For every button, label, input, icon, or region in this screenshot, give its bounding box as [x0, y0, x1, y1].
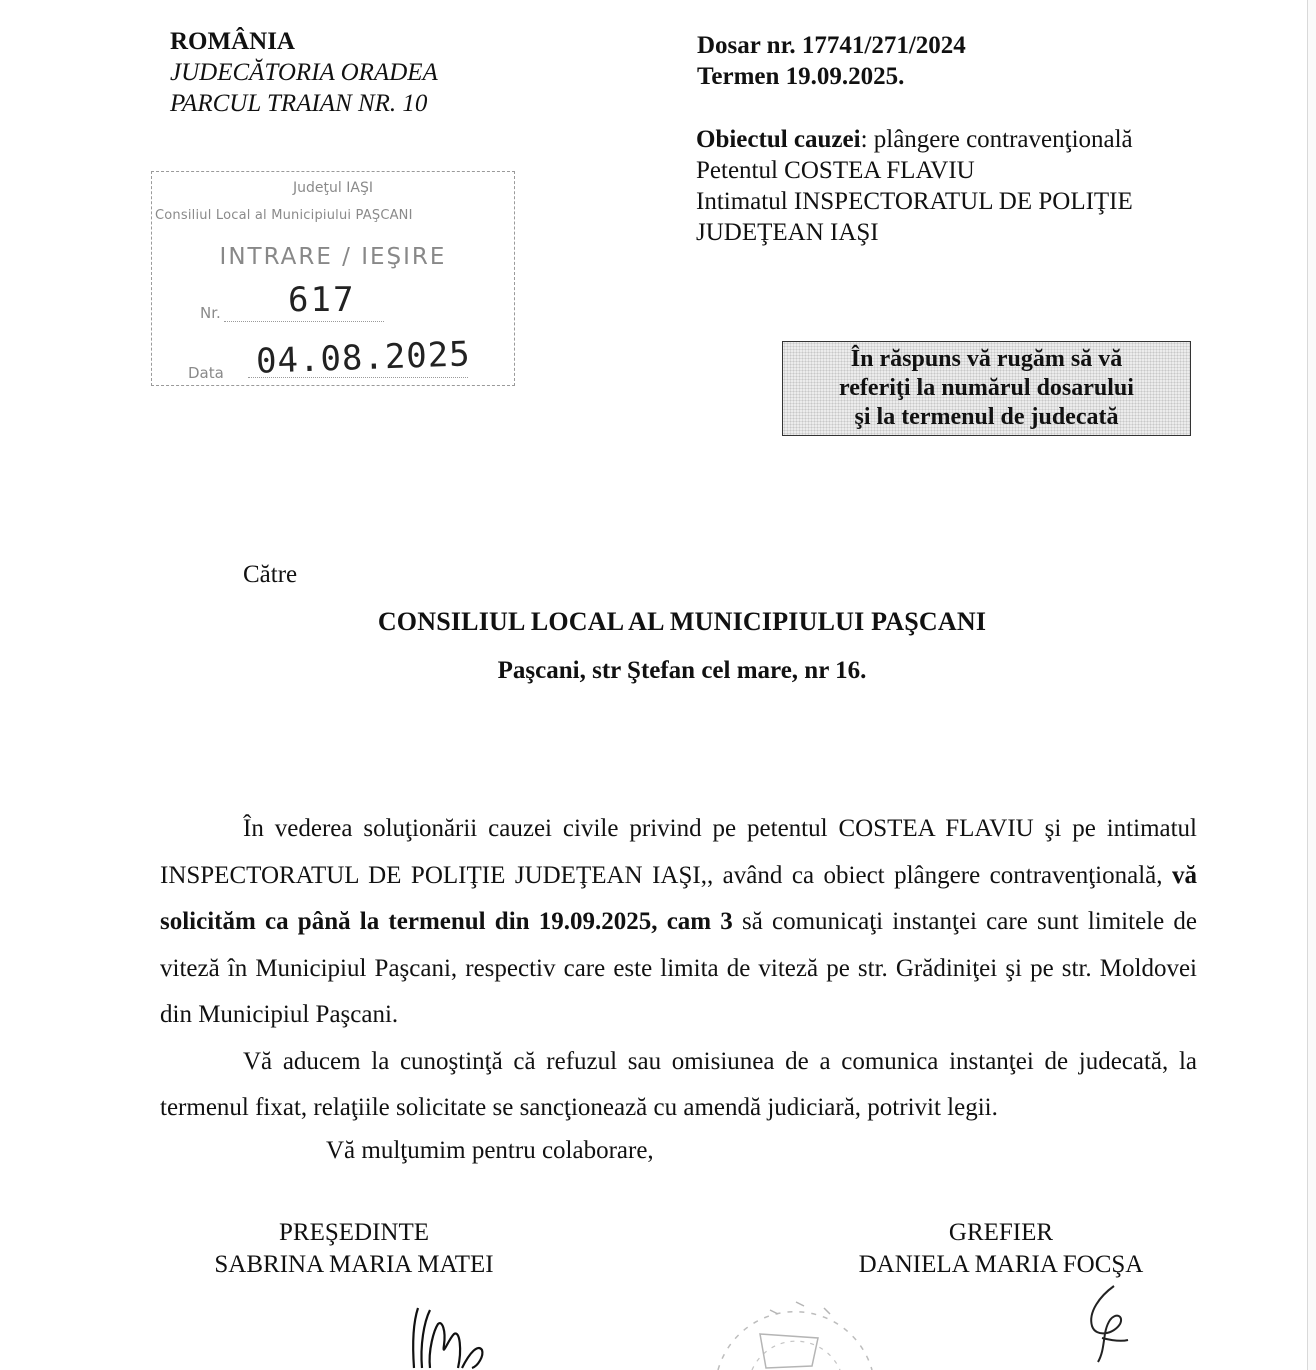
stamp-entry-exit: INTRARE / IEŞIRE: [219, 244, 447, 270]
request-text-start: În vederea soluţionării cauzei civile privind pe petentul COSTEA FLAVIU şi pe intimatul INSPECTORATUL DE POLIŢIE JUDEŢEAN IAŞI,, având ca obiect plângere contravenţională,: [160, 815, 1197, 889]
paragraph-warning: Vă aducem la cunoştinţă că refuzul sau omisiunea de a comunica instanţei de judecată, la termenul fixat, relaţiile solicitate se sancţionează cu amendă judiciară, potrivit legii.: [160, 1047, 1197, 1121]
case-number: Dosar nr. 17741/271/2024: [697, 32, 966, 59]
president-name: SABRINA MARIA MATEI: [214, 1251, 494, 1278]
court-name: JUDECĂTORIA ORADEA: [170, 59, 438, 86]
stamp-number-label: Nr.: [200, 304, 221, 322]
president-handwritten-signature: [400, 1300, 490, 1370]
notice-line-3: şi la termenul de judecată: [854, 404, 1119, 430]
stamp-number-value: 617: [288, 280, 356, 320]
paragraph-request: [160, 806, 1197, 1039]
recipient-name: CONSILIUL LOCAL AL MUNICIPIULUI PAŞCANI: [377, 607, 987, 636]
president-signature-block: [196, 1217, 512, 1281]
clerk-title: GREFIER: [948, 1219, 1054, 1246]
closing-thanks: Vă mulţumim pentru colaborare,: [326, 1137, 654, 1164]
country-label: ROMÂNIA: [170, 28, 295, 55]
stamp-council: Consiliul Local al Municipiului PAŞCANI: [155, 208, 413, 223]
stamp-date-value: 04.08.2025: [255, 334, 472, 382]
stamp-date-line: [248, 377, 468, 378]
petitioner: Petentul COSTEA FLAVIU: [696, 157, 975, 184]
stamp-date-label: Data: [188, 364, 224, 382]
clerk-name: DANIELA MARIA FOCŞA: [858, 1251, 1144, 1278]
case-object-label: Obiectul cauzei: [696, 126, 861, 153]
registration-stamp: [151, 171, 515, 386]
page-edge: [1307, 0, 1316, 1370]
recipient-address: Paşcani, str Ştefan cel mare, nr 16.: [497, 657, 867, 684]
salutation: Către: [243, 561, 298, 588]
court-address: PARCUL TRAIAN NR. 10: [170, 90, 428, 117]
case-term: Termen 19.09.2025.: [697, 63, 905, 90]
court-header: [170, 26, 438, 119]
president-title: PREŞEDINTE: [279, 1219, 429, 1246]
clerk-signature-block: [840, 1217, 1162, 1281]
notice-line-1: În răspuns vă rugăm să vă: [850, 346, 1123, 372]
respondent-line-2: JUDEŢEAN IAŞI: [696, 219, 879, 246]
case-object-block: [696, 124, 1133, 248]
court-seal: [700, 1288, 890, 1370]
request-text-bold: vă solicităm ca până la termenul din 19.09.2025, cam 3: [160, 861, 1197, 935]
clerk-handwritten-signature: [1080, 1282, 1140, 1370]
letter-body: [160, 806, 1197, 1132]
respondent-line-1: Intimatul INSPECTORATUL DE POLIŢIE: [696, 188, 1133, 215]
case-object-value: : plângere contravenţională: [860, 126, 1133, 153]
stamp-county: Judeţul IAŞI: [293, 180, 373, 196]
notice-line-2: referiţi la numărul dosarului: [839, 375, 1134, 401]
reply-notice-box: [782, 341, 1191, 436]
stamp-number-line: [224, 321, 384, 322]
case-header: [697, 30, 966, 92]
request-text-end: să comunicaţi instanţei care sunt limitele de viteză în Municipiul Paşcani, respectiv care este limita de viteză pe str. Grădiniţei şi pe str. Moldovei din Municipiul Paşcani.: [160, 908, 1198, 1028]
